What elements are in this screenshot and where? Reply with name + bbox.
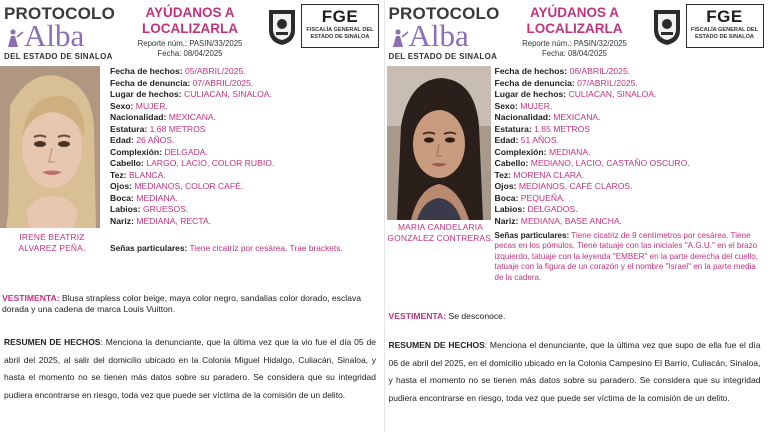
alba-logo-icon	[390, 28, 410, 48]
logo-subtitle: DEL ESTADO DE SINALOA	[388, 52, 498, 61]
detail-row	[495, 193, 767, 205]
card-header	[385, 0, 768, 64]
detail-label: Nariz:	[494, 215, 519, 226]
detail-row	[495, 124, 767, 136]
fge-subtitle-line2: ESTADO DE SINALOA	[310, 34, 370, 40]
fge-logo-text: FGE	[706, 7, 743, 26]
detail-value: BLANCA.	[128, 169, 166, 180]
detail-label: Boca:	[494, 192, 519, 203]
clothing	[2, 293, 372, 315]
detail-value: LARGO, LACIO, COLOR RUBIO.	[146, 158, 275, 168]
detail-label: Complexión:	[110, 146, 163, 157]
clothing-label: VESTIMENTA:	[2, 293, 60, 303]
protocolo-logo-text: PROTOCOLO	[388, 4, 500, 23]
details-list	[495, 66, 767, 227]
details-list	[110, 66, 382, 227]
detail-label: Complexión:	[494, 146, 547, 157]
clothing-value: Se desconoce.	[448, 311, 506, 321]
report-date: Fecha: 08/04/2025	[541, 49, 608, 58]
distinguishing-marks-value: Tiene cicatriz de 9 centímetros por cesárea. Tiene pecas en los pómulos. Tiene tatuaje con las iniciales "A.G.U." en el brazo izquierdo, tatuaje con la leyenda "EMBER" en la parte derecha del cuello, tatuaje con la figura de un corazón y el nombre "Israel" en la parte media de la cadera.	[494, 231, 759, 282]
detail-row	[110, 181, 382, 193]
detail-value: 1.85 METROS	[534, 123, 591, 134]
detail-label: Cabello:	[110, 158, 144, 168]
detail-label: Edad:	[110, 135, 134, 145]
detail-label: Nacionalidad:	[494, 112, 551, 122]
detail-label: Edad:	[494, 135, 519, 145]
summary	[4, 334, 376, 404]
detail-value: MUJER.	[135, 100, 168, 111]
detail-value: 05/ABRIL/2025.	[184, 66, 246, 76]
distinguishing-marks-value: Tiene cicatriz por cesárea. Trae brackets.	[189, 243, 343, 253]
detail-label: Ojos:	[110, 181, 132, 191]
detail-row	[495, 101, 767, 113]
distinguishing-marks-label: Señas particulares:	[494, 231, 570, 240]
person-name-line2: GONZALEZ CONTRERAS.	[387, 233, 494, 243]
summary-label: RESUMEN DE HECHOS	[4, 337, 101, 347]
detail-value: 07/ABRIL/2025.	[192, 77, 254, 88]
detail-label: Nacionalidad:	[110, 112, 167, 122]
person-name-line1: IRENE BEATRIZ	[19, 232, 85, 242]
state-seal-icon	[265, 6, 299, 46]
detail-row	[495, 216, 767, 228]
help-title-line1: AYÚDANOS A	[529, 5, 619, 20]
alba-logo-icon	[5, 28, 25, 48]
detail-label: Labios:	[110, 204, 141, 214]
detail-row	[110, 66, 382, 78]
detail-value: GRUESOS.	[142, 204, 189, 214]
detail-row	[110, 78, 382, 90]
detail-row	[110, 204, 382, 216]
detail-value: MUJER.	[520, 100, 553, 111]
detail-row	[495, 89, 767, 101]
person-name	[385, 222, 497, 244]
report-date: Fecha: 08/04/2025	[157, 49, 223, 58]
report-meta	[511, 39, 639, 59]
missing-person-card-2	[384, 0, 768, 432]
detail-row	[110, 216, 382, 228]
detail-value: DELGADA.	[164, 146, 208, 157]
detail-label: Tez:	[494, 169, 512, 180]
detail-label: Lugar de hechos:	[494, 89, 567, 99]
detail-label: Ojos:	[494, 181, 517, 191]
person-photo	[0, 66, 100, 228]
detail-value: MEDIANOS, COLOR CAFÉ.	[134, 181, 244, 191]
detail-label: Fecha de hechos:	[110, 66, 183, 76]
clothing-value: Blusa strapless color beige, maya color negro, sandalias color dorado, esclava dorada y una cadena de marca Louis Vuitton.	[2, 293, 362, 314]
detail-value: 51 AÑOS.	[520, 135, 559, 145]
detail-row	[110, 170, 382, 182]
detail-value: MEDIANA, RECTA.	[136, 215, 212, 226]
person-name	[0, 232, 104, 254]
detail-value: MEDIANA.	[136, 192, 178, 203]
distinguishing-marks-label: Señas particulares:	[110, 243, 188, 253]
detail-value: MEXICANA.	[168, 112, 217, 122]
logo-subtitle: DEL ESTADO DE SINALOA	[4, 52, 113, 61]
detail-value: 26 AÑOS.	[136, 135, 175, 145]
fge-subtitle-line1: FISCALÍA GENERAL DEL	[306, 27, 374, 33]
detail-row	[110, 158, 382, 170]
alba-logo-text: Alba	[408, 18, 469, 53]
report-number: Reporte núm.: PASIN/33/2025	[137, 39, 243, 48]
summary-label: RESUMEN DE HECHOS	[388, 340, 485, 350]
fge-logo-text: FGE	[321, 7, 359, 26]
state-seal-icon	[650, 6, 684, 46]
fge-subtitle-line2: ESTADO DE SINALOA	[695, 34, 754, 40]
fge-logo	[686, 4, 764, 48]
detail-label: Fecha de hechos:	[494, 66, 568, 76]
detail-value: CULIACAN, SINALOA.	[184, 89, 272, 99]
detail-row	[110, 89, 382, 101]
detail-value: MEDIANOS, CAFÉ CLAROS.	[518, 181, 633, 191]
detail-row	[495, 112, 767, 124]
detail-value: MEDIANO, LACIO, CASTAÑO OSCURO.	[530, 158, 690, 168]
fge-logo	[301, 4, 379, 48]
detail-label: Tez:	[110, 169, 127, 180]
detail-label: Labios:	[494, 204, 526, 214]
detail-row	[495, 66, 767, 78]
help-title-line2: LOCALIZARLA	[526, 21, 623, 36]
detail-row	[495, 170, 767, 182]
detail-row	[495, 147, 767, 159]
detail-label: Boca:	[110, 192, 134, 203]
help-title-line1: AYÚDANOS A	[145, 5, 235, 20]
fge-subtitle-line1: FISCALÍA GENERAL DEL	[690, 27, 759, 33]
summary	[389, 337, 761, 407]
detail-label: Estatura:	[110, 123, 148, 134]
summary-text: : Menciona la denunciante, que la última vez que la vio fue el día 05 de abril del 2025, al salir del domicilio ubicado en la Colonia Miguel Hidalgo, Culiacán, Sinaloa, y hasta el momento no se tienen más datos sobre su paradero. Se considera que su integridad pudiera encontrarse en riesgo, toda vez que puede ser víctima de la comisión de un delito.	[4, 337, 376, 400]
detail-row	[110, 135, 382, 147]
detail-value: PEQUEÑA.	[520, 192, 566, 203]
help-title	[511, 5, 639, 37]
detail-value: MEDIANA.	[548, 146, 591, 157]
detail-label: Lugar de hechos:	[110, 89, 182, 99]
detail-label: Nariz:	[110, 215, 134, 226]
detail-label: Fecha de denuncia:	[110, 77, 191, 88]
detail-value: DELGADOS.	[527, 204, 578, 214]
person-name-line2: ALVAREZ PEÑA.	[18, 243, 86, 253]
detail-row	[495, 135, 767, 147]
distinguishing-marks	[495, 231, 763, 283]
person-name-line1: MARIA CANDELARIA	[397, 222, 484, 232]
detail-value: CULIACAN, SINALOA.	[568, 89, 657, 99]
detail-row	[110, 124, 382, 136]
report-meta	[126, 39, 254, 59]
detail-value: 07/ABRIL/2025.	[577, 77, 638, 88]
summary-text: : Menciona el denunciante, que la última vez que supo de ella fue el día 06 de abril del 2025, en el domicilio ubicado en la Colonia Campesino El Barrio, Culiacán, Sinaloa, y hasta el momento no se tienen más datos sobre su paradero. Se considera que su integridad pudiera encontrarse en riesgo, toda vez que puede ser víctima de la comisión de un delito.	[388, 340, 761, 403]
card-header	[0, 0, 384, 64]
detail-value: 06/ABRIL/2025.	[569, 66, 631, 76]
report-number: Reporte núm.: PASIN/32/2025	[522, 39, 627, 48]
alba-logo-text: Alba	[24, 18, 85, 53]
detail-row	[110, 193, 382, 205]
detail-label: Sexo:	[494, 100, 518, 111]
detail-value: MEXICANA.	[553, 112, 601, 122]
detail-value: 1.68 METROS	[149, 123, 206, 134]
detail-row	[110, 101, 382, 113]
detail-row	[110, 112, 382, 124]
detail-row	[495, 158, 767, 170]
detail-row	[110, 147, 382, 159]
detail-value: MORENA CLARA.	[513, 169, 585, 180]
help-title	[126, 5, 254, 37]
person-photo	[387, 66, 491, 220]
help-title-line2: LOCALIZARLA	[142, 21, 238, 36]
clothing-label: VESTIMENTA:	[388, 311, 447, 321]
detail-value: MEDIANA, BASE ANCHA.	[520, 215, 623, 226]
detail-row	[495, 204, 767, 216]
clothing	[389, 311, 759, 322]
distinguishing-marks	[110, 243, 378, 254]
detail-label: Estatura:	[494, 123, 532, 134]
detail-label: Sexo:	[110, 100, 134, 111]
protocolo-logo-text: PROTOCOLO	[4, 4, 116, 23]
detail-row	[495, 181, 767, 193]
detail-row	[495, 78, 767, 90]
detail-label: Fecha de denuncia:	[494, 77, 575, 88]
detail-label: Cabello:	[494, 158, 529, 168]
